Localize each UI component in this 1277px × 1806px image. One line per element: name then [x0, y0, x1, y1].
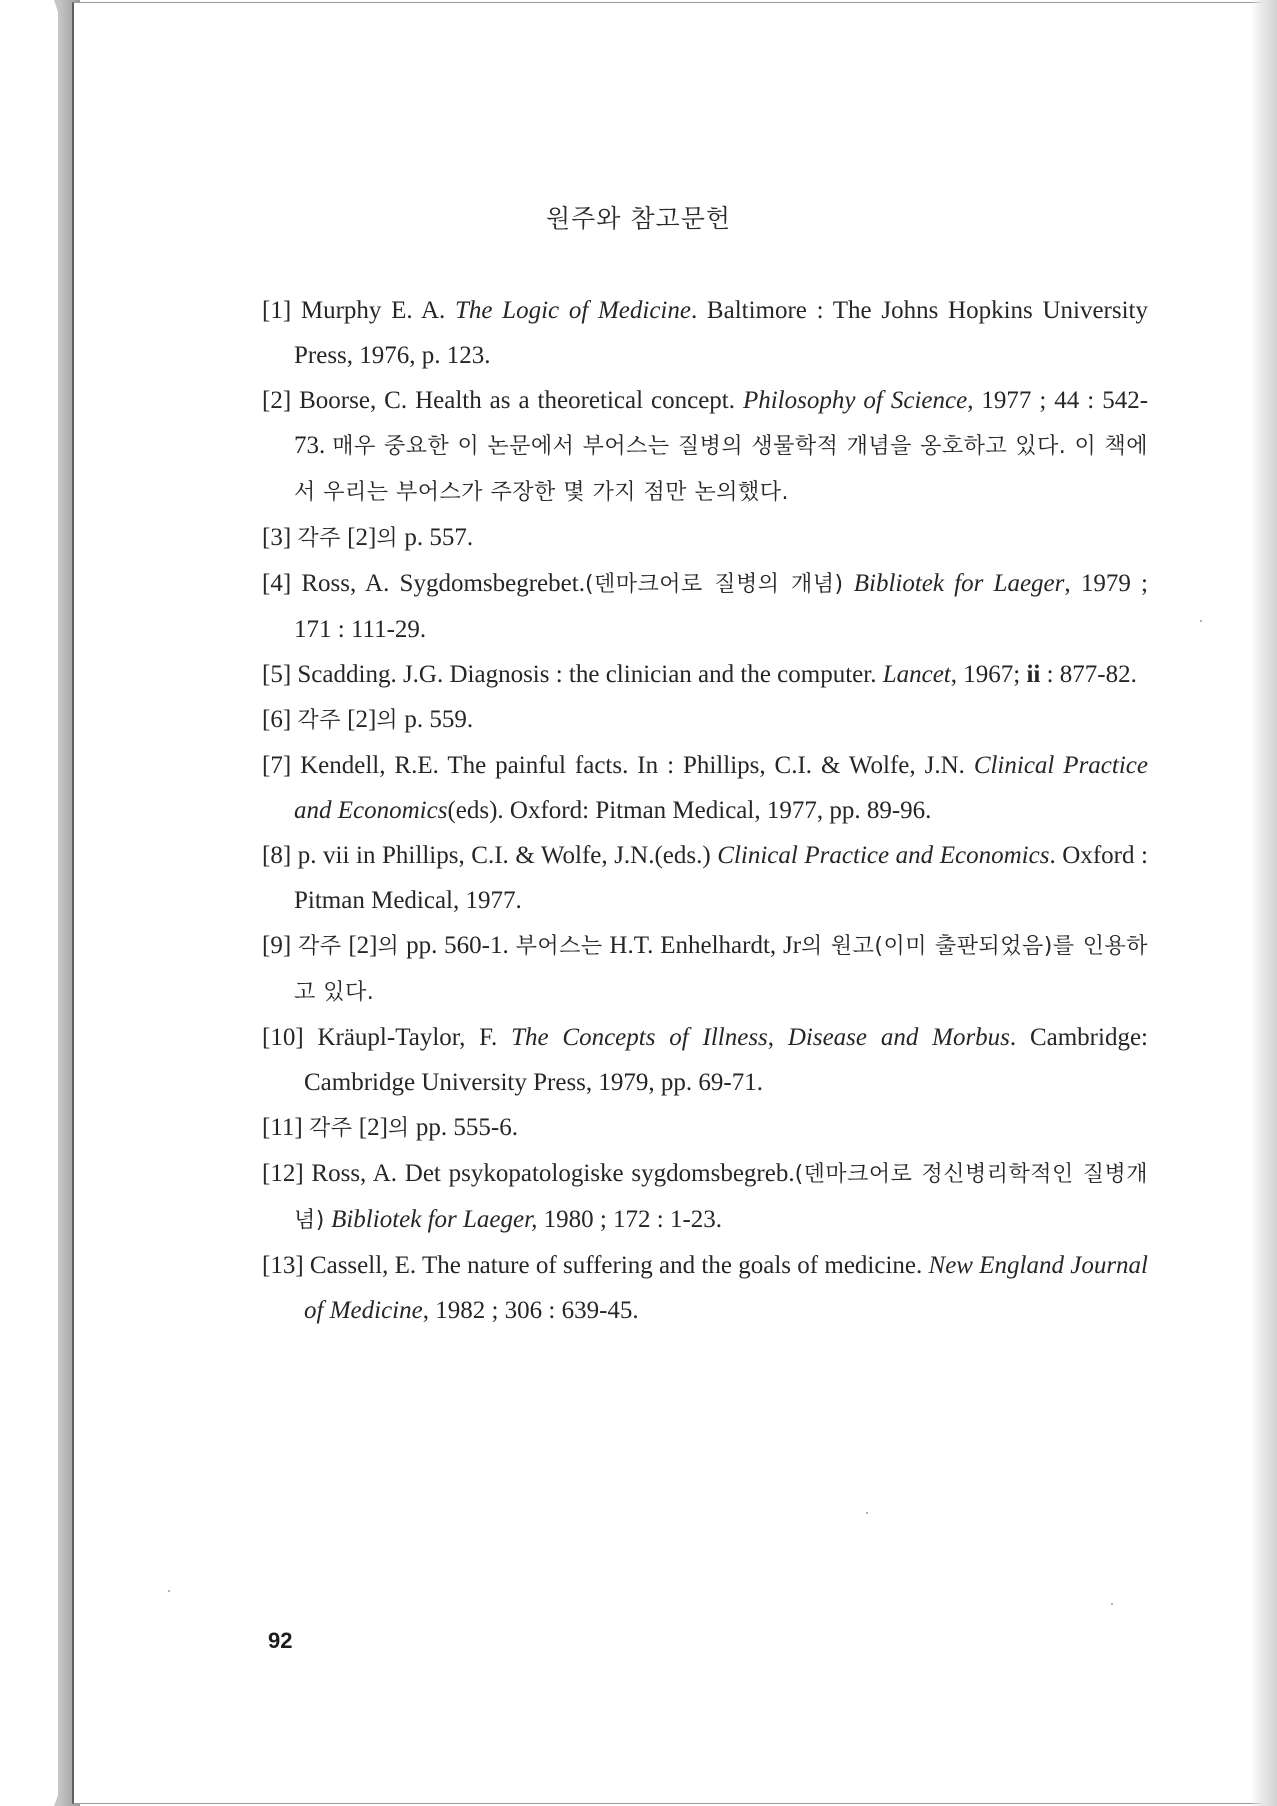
reference-item-5: [5] Scadding. J.G. Diagnosis : the clinician and the computer. Lancet, 1967; ii : 877-82.: [262, 661, 1137, 688]
chapter-title: 원주와 참고문헌: [546, 204, 731, 233]
reference-item-8: [8] p. vii in Phillips, C.I. & Wolfe, J.N.(eds.) Clinical Practice and Economics. Oxford : Pitman Medical, 1977.: [262, 842, 1148, 914]
reference-item-2: [2] Boorse, C. Health as a theoretical concept. Philosophy of Science, 1977 ; 44 : 542-73. 매우 중요한 이 논문에서 부어스는 질병의 생물학적 개념을 옹호하고 있다. 이 책에서 우리는 부어스가 주장한 몇 가지 점만 논의했다.: [262, 387, 1149, 505]
reference-item-7: [7] Kendell, R.E. The painful facts. In : Phillips, C.I. & Wolfe, J.N. Clinical Practice and Economics(eds). Oxford: Pitman Medical, 1977, pp. 89-96.: [262, 752, 1148, 824]
page-number: 92: [268, 1628, 293, 1653]
reference-item-9: [9] 각주 [2]의 pp. 560-1. 부어스는 H.T. Enhelhardt, Jr의 원고(이미 출판되었음)를 인용하고 있다.: [262, 932, 1148, 1005]
book-spine: [0, 0, 80, 1806]
reference-item-12: [12] Ross, A. Det psykopatologiske sygdomsbegreb.(덴마크어로 정신병리학적인 질병개념) Bibliotek for Laeger, 1980 ; 172 : 1-23.: [262, 1160, 1148, 1233]
scan-speck: [866, 1512, 868, 1514]
scan-speck: [1111, 1603, 1113, 1605]
scan-speck: [168, 1590, 170, 1592]
page-edge-shadow: [1251, 0, 1277, 1806]
reference-item-1: [1] Murphy E. A. The Logic of Medicine. Baltimore : The Johns Hopkins University Press, 1976, p. 123.: [262, 297, 1148, 369]
reference-item-4: [4] Ross, A. Sygdomsbegrebet.(덴마크어로 질병의 개념) Bibliotek for Laeger, 1979 ; 171 : 111-29.: [262, 570, 1148, 643]
scan-speck: [1200, 620, 1202, 622]
reference-item-11: [11] 각주 [2]의 pp. 555-6.: [262, 1114, 518, 1141]
reference-item-13: [13] Cassell, E. The nature of suffering and the goals of medicine. New England Journal of Medicine, 1982 ; 306 : 639-45.: [262, 1252, 1148, 1324]
reference-item-10: [10] Kräupl-Taylor, F. The Concepts of Illness, Disease and Morbus. Cambridge: Cambridge University Press, 1979, pp. 69-71.: [262, 1024, 1148, 1096]
reference-list: [262, 288, 1148, 1333]
reference-item-3: [3] 각주 [2]의 p. 557.: [262, 524, 474, 551]
reference-item-6: [6] 각주 [2]의 p. 559.: [262, 706, 474, 733]
